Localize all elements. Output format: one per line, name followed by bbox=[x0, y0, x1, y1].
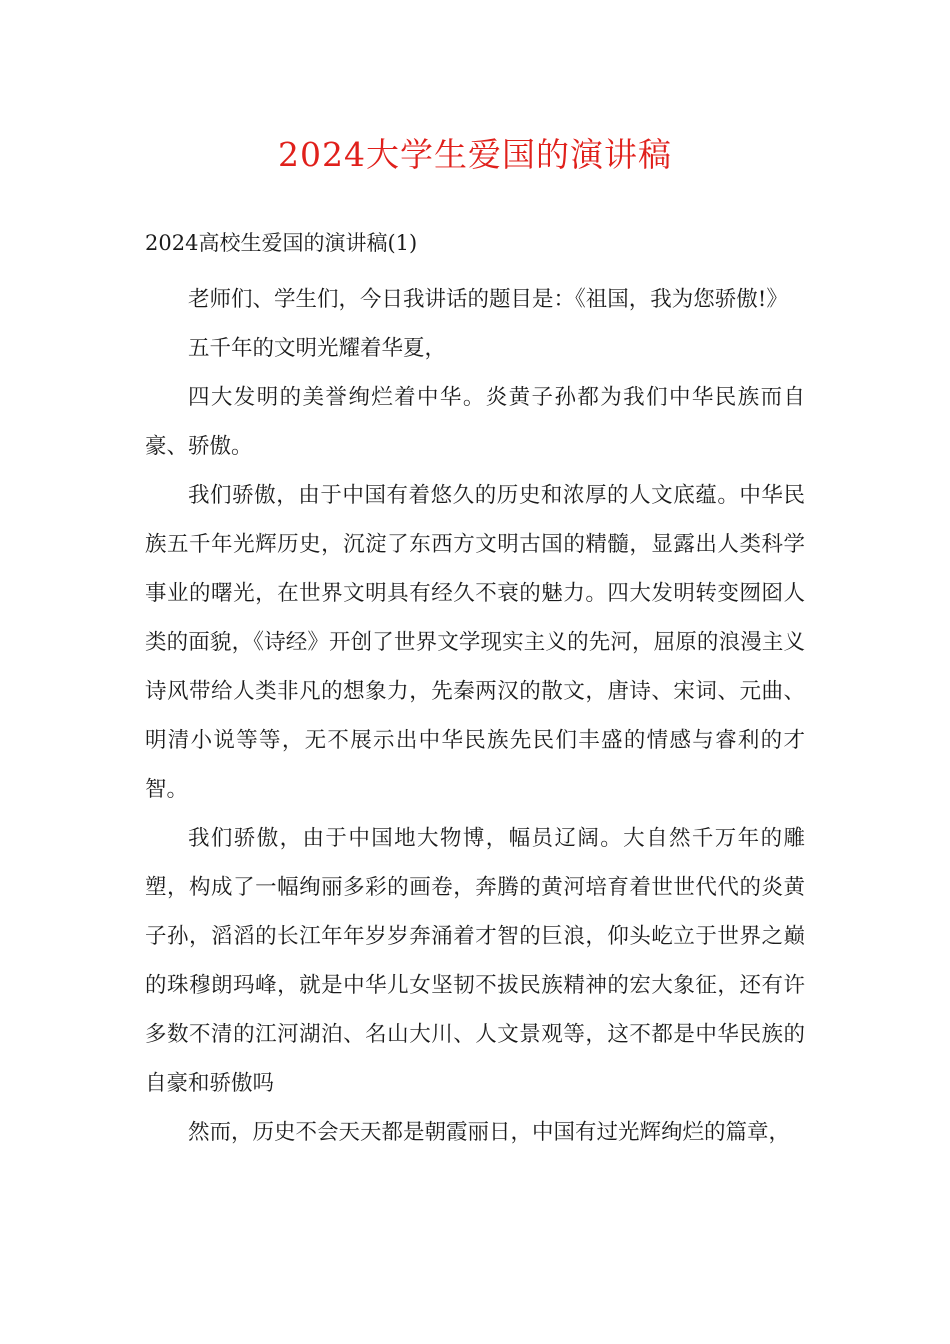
paragraph-inventions: 四大发明的美誉绚烂着中华。炎黄子孙都为我们中华民族而自豪、骄傲。 bbox=[145, 385, 805, 459]
paragraph-history: 我们骄傲，由于中国有着悠久的历史和浓厚的人文底蕴。中华民族五千年光辉历史，沉淀了东西方文明古国的精髓，显露出人类科学事业的曙光，在世界文明具有经久不衰的魅力。四大发明转变囫囵人类的面貌，《诗经》开创了世界文学现实主义的先河，屈原的浪漫主义诗风带给人类非凡的想象力，先秦两汉的散文，唐诗、宋词、元曲、明清小说等等，无不展示出中华民族先民们丰盛的情感与睿利的才智。 bbox=[145, 483, 805, 802]
document-title: 2024大学生爱国的演讲稿 bbox=[278, 135, 672, 174]
paragraph-geography: 我们骄傲，由于中国地大物博，幅员辽阔。大自然千万年的雕塑，构成了一幅绚丽多彩的画卷，奔腾的黄河培育着世世代代的炎黄子孙，滔滔的长江年年岁岁奔涌着才智的巨浪，仰头屹立于世界之巅的珠穆朗玛峰，就是中华儿女坚韧不拔民族精神的宏大象征，还有许多数不清的江河湖泊、名山大川、人文景观等，这不都是中华民族的自豪和骄傲吗 bbox=[145, 826, 805, 1096]
document-subtitle: 2024高校生爱国的演讲稿(1) bbox=[145, 231, 418, 255]
paragraph-however: 然而，历史不会天天都是朝霞丽日，中国有过光辉绚烂的篇章， bbox=[188, 1120, 791, 1145]
document-body bbox=[145, 275, 805, 1157]
paragraph-intro: 老师们、学生们，今日我讲话的题目是：《祖国，我为您骄傲!》 bbox=[188, 287, 788, 312]
paragraph-civilization: 五千年的文明光耀着华夏， bbox=[188, 336, 447, 361]
